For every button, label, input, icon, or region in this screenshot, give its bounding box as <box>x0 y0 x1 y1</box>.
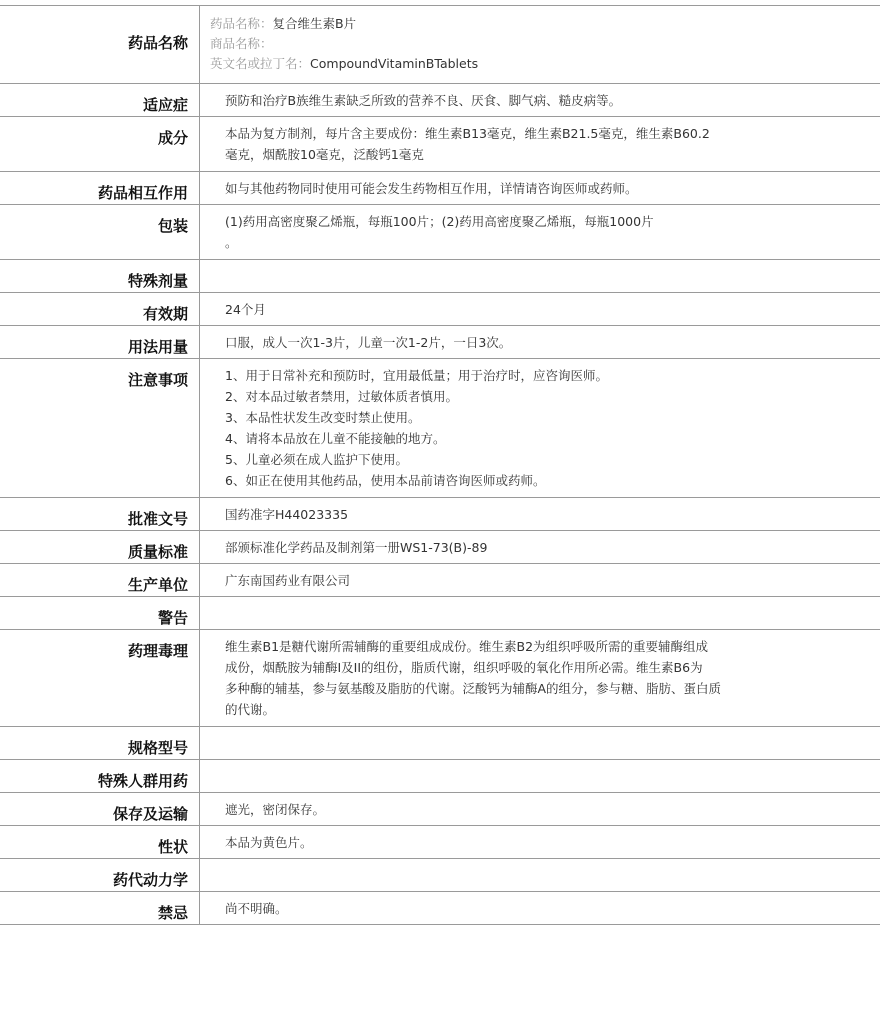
value-line: 部颁标准化学药品及制剂第一册WS1-73(B)-89 <box>225 540 488 555</box>
value-line: 毫克，烟酰胺10毫克，泛酸钙1毫克 <box>225 147 424 162</box>
row-value <box>200 205 880 259</box>
row-value <box>200 630 880 726</box>
generic-name-key: 药品名称： <box>210 16 273 31</box>
value-line: 本品为黄色片。 <box>225 835 313 850</box>
value-line: 6、如正在使用其他药品，使用本品前请咨询医师或药师。 <box>225 473 546 488</box>
generic-name-value: 复合维生素B片 <box>272 16 357 31</box>
row-label: 用法用量 <box>0 326 200 358</box>
row-label: 特殊剂量 <box>0 260 200 292</box>
drug-name-value <box>200 6 880 83</box>
value-line: 。 <box>225 235 238 250</box>
table-row <box>0 84 880 117</box>
row-value <box>200 727 880 759</box>
table-row <box>0 260 880 293</box>
table-row <box>0 326 880 359</box>
row-label: 性状 <box>0 826 200 858</box>
value-line: 5、儿童必须在成人监护下使用。 <box>225 452 408 467</box>
value-line: 维生素B1是糖代谢所需辅酶的重要组成成份。维生素B2为组织呼吸所需的重要辅酶组成 <box>225 639 709 654</box>
table-row <box>0 793 880 826</box>
row-label: 禁忌 <box>0 892 200 924</box>
trade-name-key: 商品名称： <box>210 36 273 51</box>
table-row <box>0 498 880 531</box>
row-drug-name <box>0 6 880 84</box>
row-label: 适应症 <box>0 84 200 116</box>
row-label: 质量标准 <box>0 531 200 563</box>
row-value <box>200 859 880 891</box>
value-line: (1)药用高密度聚乙烯瓶，每瓶100片；(2)药用高密度聚乙烯瓶，每瓶1000片 <box>225 214 654 229</box>
row-label: 药品名称 <box>0 6 200 83</box>
row-value <box>200 892 880 924</box>
table-row <box>0 630 880 727</box>
table-row <box>0 892 880 925</box>
row-value <box>200 172 880 204</box>
row-value <box>200 531 880 563</box>
english-name-value: CompoundVitaminBTablets <box>310 56 479 71</box>
row-label: 生产单位 <box>0 564 200 596</box>
table-row <box>0 727 880 760</box>
value-line: 成份，烟酰胺为辅酶I及II的组份，脂质代谢，组织呼吸的氧化作用所必需。维生素B6为 <box>225 660 703 675</box>
row-label: 规格型号 <box>0 727 200 759</box>
row-label: 成分 <box>0 117 200 171</box>
row-value <box>200 597 880 629</box>
row-value <box>200 293 880 325</box>
row-label: 药代动力学 <box>0 859 200 891</box>
row-label: 批准文号 <box>0 498 200 530</box>
value-line: 24个月 <box>225 302 266 317</box>
row-label: 特殊人群用药 <box>0 760 200 792</box>
row-value <box>200 793 880 825</box>
row-value <box>200 359 880 497</box>
table-row <box>0 859 880 892</box>
row-label: 保存及运输 <box>0 793 200 825</box>
table-row <box>0 117 880 172</box>
value-line: 广东南国药业有限公司 <box>225 573 351 588</box>
row-label: 药理毒理 <box>0 630 200 726</box>
value-line: 2、对本品过敏者禁用，过敏体质者慎用。 <box>225 389 458 404</box>
value-line: 预防和治疗B族维生素缺乏所致的营养不良、厌食、脚气病、糙皮病等。 <box>225 93 622 108</box>
row-value <box>200 564 880 596</box>
value-line: 3、本品性状发生改变时禁止使用。 <box>225 410 421 425</box>
value-line: 遮光，密闭保存。 <box>225 802 326 817</box>
table-row <box>0 826 880 859</box>
table-row <box>0 597 880 630</box>
table-row <box>0 205 880 260</box>
value-line: 尚不明确。 <box>225 901 288 916</box>
value-line: 多种酶的辅基，参与氨基酸及脂肪的代谢。泛酸钙为辅酶A的组分，参与糖、脂肪、蛋白质 <box>225 681 722 696</box>
row-value <box>200 84 880 116</box>
table-row <box>0 760 880 793</box>
table-row <box>0 359 880 498</box>
row-value <box>200 826 880 858</box>
value-line: 口服，成人一次1-3片，儿童一次1-2片，一日3次。 <box>225 335 512 350</box>
drug-info-table <box>0 5 880 925</box>
row-label: 药品相互作用 <box>0 172 200 204</box>
row-label: 警告 <box>0 597 200 629</box>
value-line: 国药准字H44023335 <box>225 507 349 522</box>
value-line: 的代谢。 <box>225 702 276 717</box>
row-label: 注意事项 <box>0 359 200 497</box>
row-value <box>200 760 880 792</box>
value-line: 4、请将本品放在儿童不能接触的地方。 <box>225 431 446 446</box>
row-label: 包装 <box>0 205 200 259</box>
value-line: 如与其他药物同时使用可能会发生药物相互作用，详情请咨询医师或药师。 <box>225 181 638 196</box>
row-value <box>200 260 880 292</box>
table-row <box>0 531 880 564</box>
english-name-key: 英文名或拉丁名： <box>210 56 311 71</box>
value-line: 1、用于日常补充和预防时，宜用最低量；用于治疗时，应咨询医师。 <box>225 368 608 383</box>
row-value <box>200 498 880 530</box>
table-row <box>0 172 880 205</box>
row-value <box>200 326 880 358</box>
row-label: 有效期 <box>0 293 200 325</box>
row-value <box>200 117 880 171</box>
value-line: 本品为复方制剂，每片含主要成份：维生素B13毫克，维生素B21.5毫克，维生素B60.2 <box>225 126 710 141</box>
table-row <box>0 564 880 597</box>
table-row <box>0 293 880 326</box>
